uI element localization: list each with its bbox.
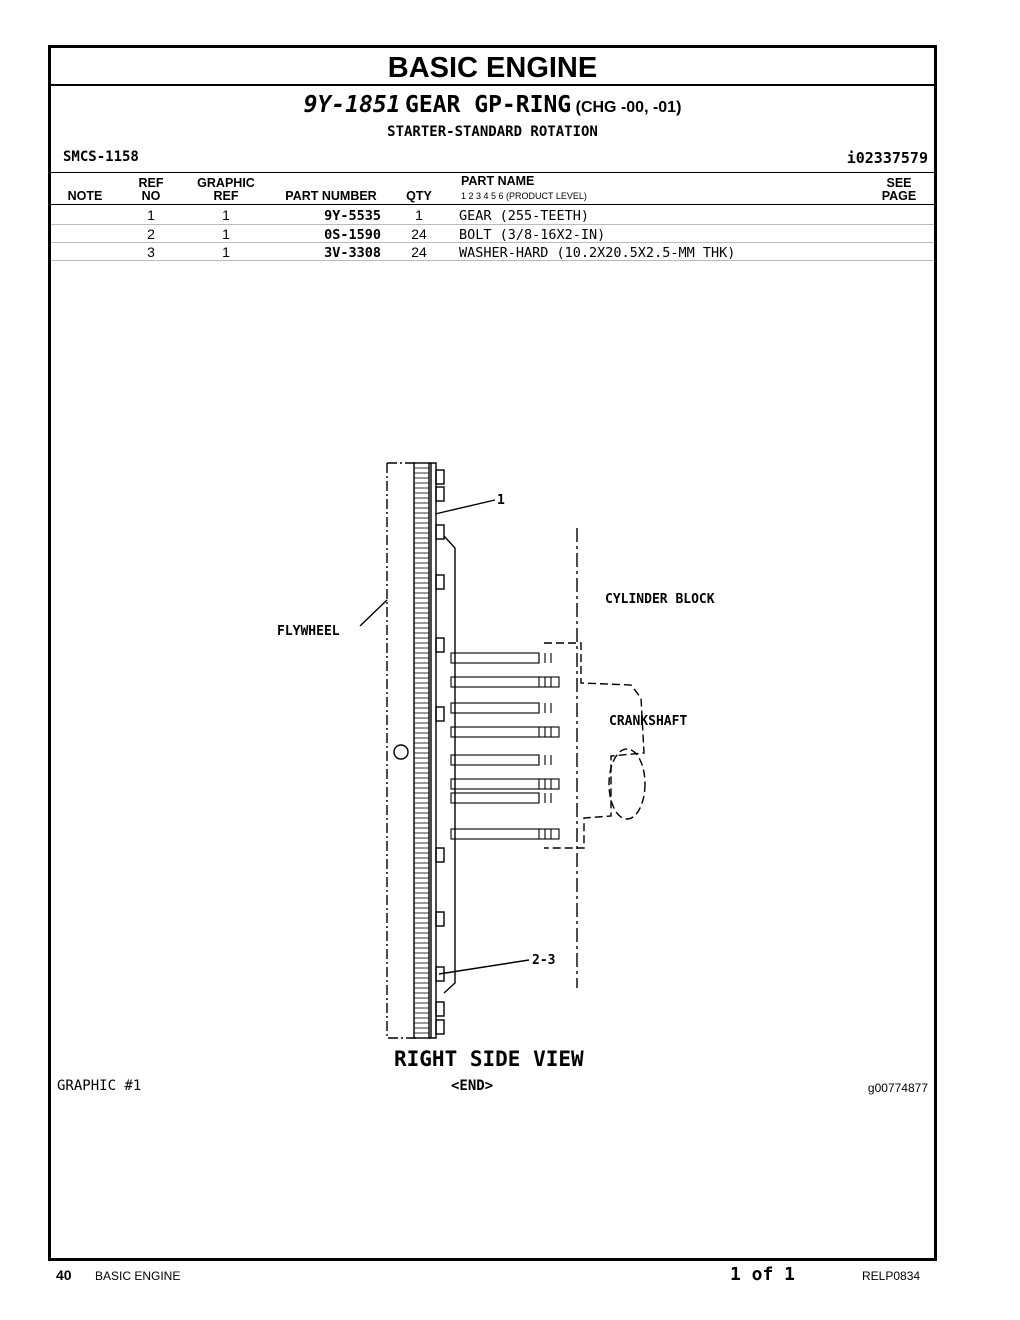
row-graphic-ref: 1	[222, 207, 230, 223]
footer-doc-id: RELP0834	[862, 1269, 921, 1283]
row-part-number: 9Y-5535	[324, 208, 381, 224]
row-part-name: WASHER-HARD (10.2X20.5X2.5-MM THK)	[459, 245, 736, 261]
group-part-number: 9Y-1851	[303, 92, 401, 118]
header-ref-no-top: REF	[138, 176, 164, 190]
footer-page-number: 40	[56, 1267, 72, 1283]
row-qty: 24	[411, 226, 427, 242]
header-see-page-top: SEE	[886, 176, 912, 190]
flywheel-label: FLYWHEEL	[277, 624, 340, 639]
page-frame	[48, 45, 937, 1261]
row-ref-no: 3	[147, 244, 155, 260]
graphic-id: g00774877	[867, 1081, 928, 1095]
row-ref-no: 2	[147, 226, 155, 242]
row-part-name: GEAR (255-TEETH)	[459, 208, 590, 224]
header-note: NOTE	[67, 189, 103, 203]
graphic-label: GRAPHIC #1	[57, 1078, 142, 1094]
flywheel-drawing	[51, 48, 934, 1088]
header-product-levels: 1 2 3 4 5 6 (PRODUCT LEVEL)	[461, 191, 587, 201]
row-part-name: BOLT (3/8-16X2-IN)	[459, 227, 606, 243]
cylinder-block-label: CYLINDER BLOCK	[605, 592, 715, 607]
info-id: i02337579	[846, 149, 928, 167]
callout-2-3: 2-3	[532, 953, 556, 968]
row-part-number: 3V-3308	[324, 245, 381, 261]
header-qty: QTY	[406, 189, 432, 203]
header-graphic-ref-bottom: REF	[213, 189, 239, 203]
footer-page-of: 1 of 1	[730, 1264, 796, 1285]
view-label: RIGHT SIDE VIEW	[394, 1047, 584, 1071]
callout-1: 1	[497, 493, 505, 508]
group-description: STARTER-STANDARD ROTATION	[387, 124, 598, 140]
end-label: <END>	[451, 1078, 494, 1094]
row-qty: 24	[411, 244, 427, 260]
group-part-name: GEAR GP-RING	[404, 92, 572, 118]
change-level: (CHG -00, -01)	[575, 99, 682, 116]
header-graphic-ref-top: GRAPHIC	[197, 176, 255, 190]
header-see-page-bottom: PAGE	[881, 189, 917, 203]
row-ref-no: 1	[147, 207, 155, 223]
row-qty: 1	[415, 207, 423, 223]
row-graphic-ref: 1	[222, 226, 230, 242]
row-part-number: 0S-1590	[324, 227, 381, 243]
header-part-name: PART NAME	[461, 174, 535, 188]
footer-section: BASIC ENGINE	[95, 1269, 181, 1283]
header-part-number: PART NUMBER	[285, 189, 377, 203]
row-graphic-ref: 1	[222, 244, 230, 260]
smcs-code: SMCS-1158	[63, 149, 139, 165]
header-ref-no-bottom: NO	[141, 189, 161, 203]
crankshaft-label: CRANKSHAFT	[609, 714, 688, 729]
page-title: BASIC ENGINE	[51, 48, 934, 86]
